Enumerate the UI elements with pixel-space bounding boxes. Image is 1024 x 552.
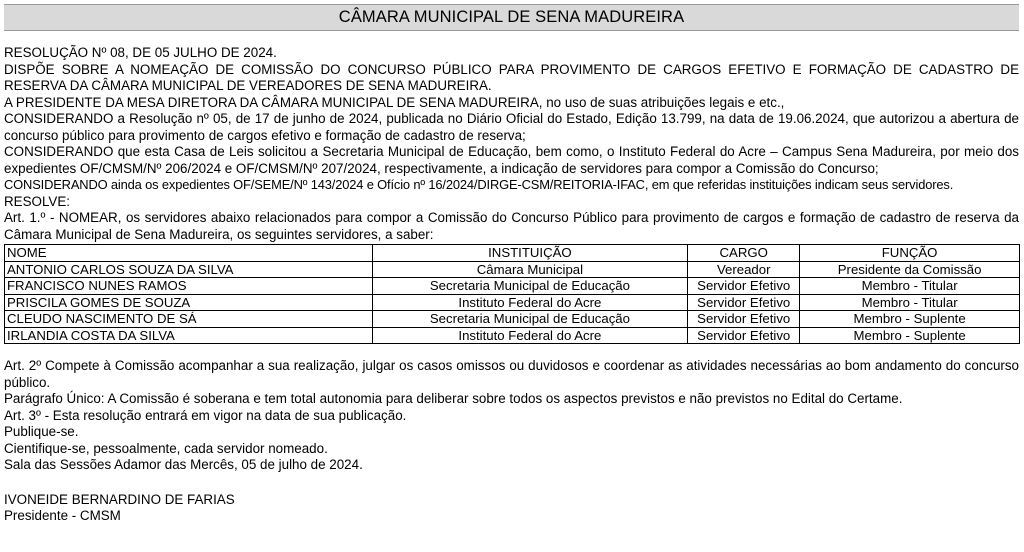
cell-institution: Instituto Federal do Acre xyxy=(372,327,688,344)
signatory-name: IVONEIDE BERNARDINO DE FARIAS xyxy=(4,491,235,507)
article-1: Art. 1.º - NOMEAR, os servidores abaixo relacionados para compor a Comissão do Concurso Público para provimento de cargos e formação de cadastro de reserva da Câmara Municipal de Sena Madureira, os seguintes servidores, a saber: xyxy=(4,210,1019,242)
cell-name: CLEUDO NASCIMENTO DE SÁ xyxy=(5,311,373,328)
considering-paragraph-1: CONSIDERANDO a Resolução nº 05, de 17 de junho de 2024, publicada no Diário Oficial do Estado, Edição 13.799, na data de 19.06.2024, que autorizou a abertura de concurso público para provimento de cargos efetivo e formação de cadastro de reserva; xyxy=(4,111,1019,143)
header-title: CÂMARA MUNICIPAL DE SENA MADUREIRA xyxy=(338,8,685,26)
cell-position: Servidor Efetivo xyxy=(688,278,800,295)
signatory-title: Presidente - CMSM xyxy=(4,508,121,523)
table-row xyxy=(5,327,1020,344)
table-header-row xyxy=(5,245,1020,262)
cell-position: Servidor Efetivo xyxy=(688,311,800,328)
cell-institution: Secretaria Municipal de Educação xyxy=(372,311,688,328)
cell-institution: Instituto Federal do Acre xyxy=(372,294,688,311)
cell-institution: Secretaria Municipal de Educação xyxy=(372,278,688,295)
column-header-role: FUNÇÃO xyxy=(800,245,1020,262)
cell-position: Servidor Efetivo xyxy=(688,294,800,311)
cell-name: ANTONIO CARLOS SOUZA DA SILVA xyxy=(5,261,373,278)
table-row xyxy=(5,311,1020,328)
cell-role: Membro - Titular xyxy=(800,278,1020,295)
spacer xyxy=(4,474,1019,492)
cell-name: PRISCILA GOMES DE SOUZA xyxy=(5,294,373,311)
table-row xyxy=(5,294,1020,311)
place-date-line: Sala das Sessões Adamor das Mercês, 05 de julho de 2024. xyxy=(4,457,363,472)
column-header-name: NOME xyxy=(5,245,373,262)
column-header-position: CARGO xyxy=(688,245,800,262)
resolution-summary: DISPÕE SOBRE A NOMEAÇÃO DE COMISSÃO DO CONCURSO PÚBLICO PARA PROVIMENTO DE CARGOS EFETIVO E FORMAÇÃO DE CADASTRO DE RESERVA DA CÂMARA MUNICIPAL DE VEREADORES DE SENA MADUREIRA. xyxy=(4,61,1019,93)
resolution-number: RESOLUÇÃO Nº 08, DE 05 JULHO DE 2024. xyxy=(4,45,277,60)
cell-role: Presidente da Comissão xyxy=(800,261,1020,278)
page-header xyxy=(4,4,1019,31)
publish-line: Publique-se. xyxy=(4,424,79,439)
resolution-preamble: A PRESIDENTE DA MESA DIRETORA DA CÂMARA MUNICIPAL DE SENA MADUREIRA, no uso de suas atribuições legais e etc., xyxy=(4,94,785,110)
cell-position: Servidor Efetivo xyxy=(688,327,800,344)
column-header-institution: INSTITUIÇÃO xyxy=(372,245,688,262)
sole-paragraph: Parágrafo Único: A Comissão é soberana e tem total autonomia para deliberar sobre todos os aspectos previstos e não previstos no Edital do Certame. xyxy=(4,391,903,406)
table-row xyxy=(5,261,1020,278)
resolve-heading: RESOLVE: xyxy=(4,193,70,209)
cell-role: Membro - Suplente xyxy=(800,311,1020,328)
resolution-body xyxy=(4,45,1019,525)
article-2: Art. 2º Compete à Comissão acompanhar a sua realização, julgar os casos omissos ou duvidosos e coordenar as atividades necessárias ao bom andamento do concurso público. xyxy=(4,358,1019,390)
cell-name: IRLANDIA COSTA DA SILVA xyxy=(5,327,373,344)
cell-position: Vereador xyxy=(688,261,800,278)
cell-institution: Câmara Municipal xyxy=(372,261,688,278)
spacer xyxy=(4,344,1019,358)
considering-paragraph-3: CONSIDERANDO ainda os expedientes OF/SEME/Nº 143/2024 e Ofício nº 16/2024/DIRGE-CSM/REITORIA-IFAC, em que referidas instituições indicam seus servidores. xyxy=(4,177,954,192)
document-page xyxy=(0,4,1024,552)
commission-table xyxy=(4,244,1020,344)
cell-role: Membro - Suplente xyxy=(800,327,1020,344)
table-row xyxy=(5,278,1020,295)
article-3: Art. 3º - Esta resolução entrará em vigor na data de sua publicação. xyxy=(4,407,407,423)
notify-line: Cientifique-se, pessoalmente, cada servidor nomeado. xyxy=(4,440,328,456)
considering-paragraph-2: CONSIDERANDO que esta Casa de Leis solicitou a Secretaria Municipal de Educação, bem como, o Instituto Federal do Acre – Campus Sena Madureira, por meio dos expedientes OF/CMSM/Nº 206/2024 e OF/CMSM/Nº 207/2024, respectivamente, a indicação de servidores para compor a Comissão do Concurso; xyxy=(4,144,1019,176)
cell-role: Membro - Titular xyxy=(800,294,1020,311)
cell-name: FRANCISCO NUNES RAMOS xyxy=(5,278,373,295)
